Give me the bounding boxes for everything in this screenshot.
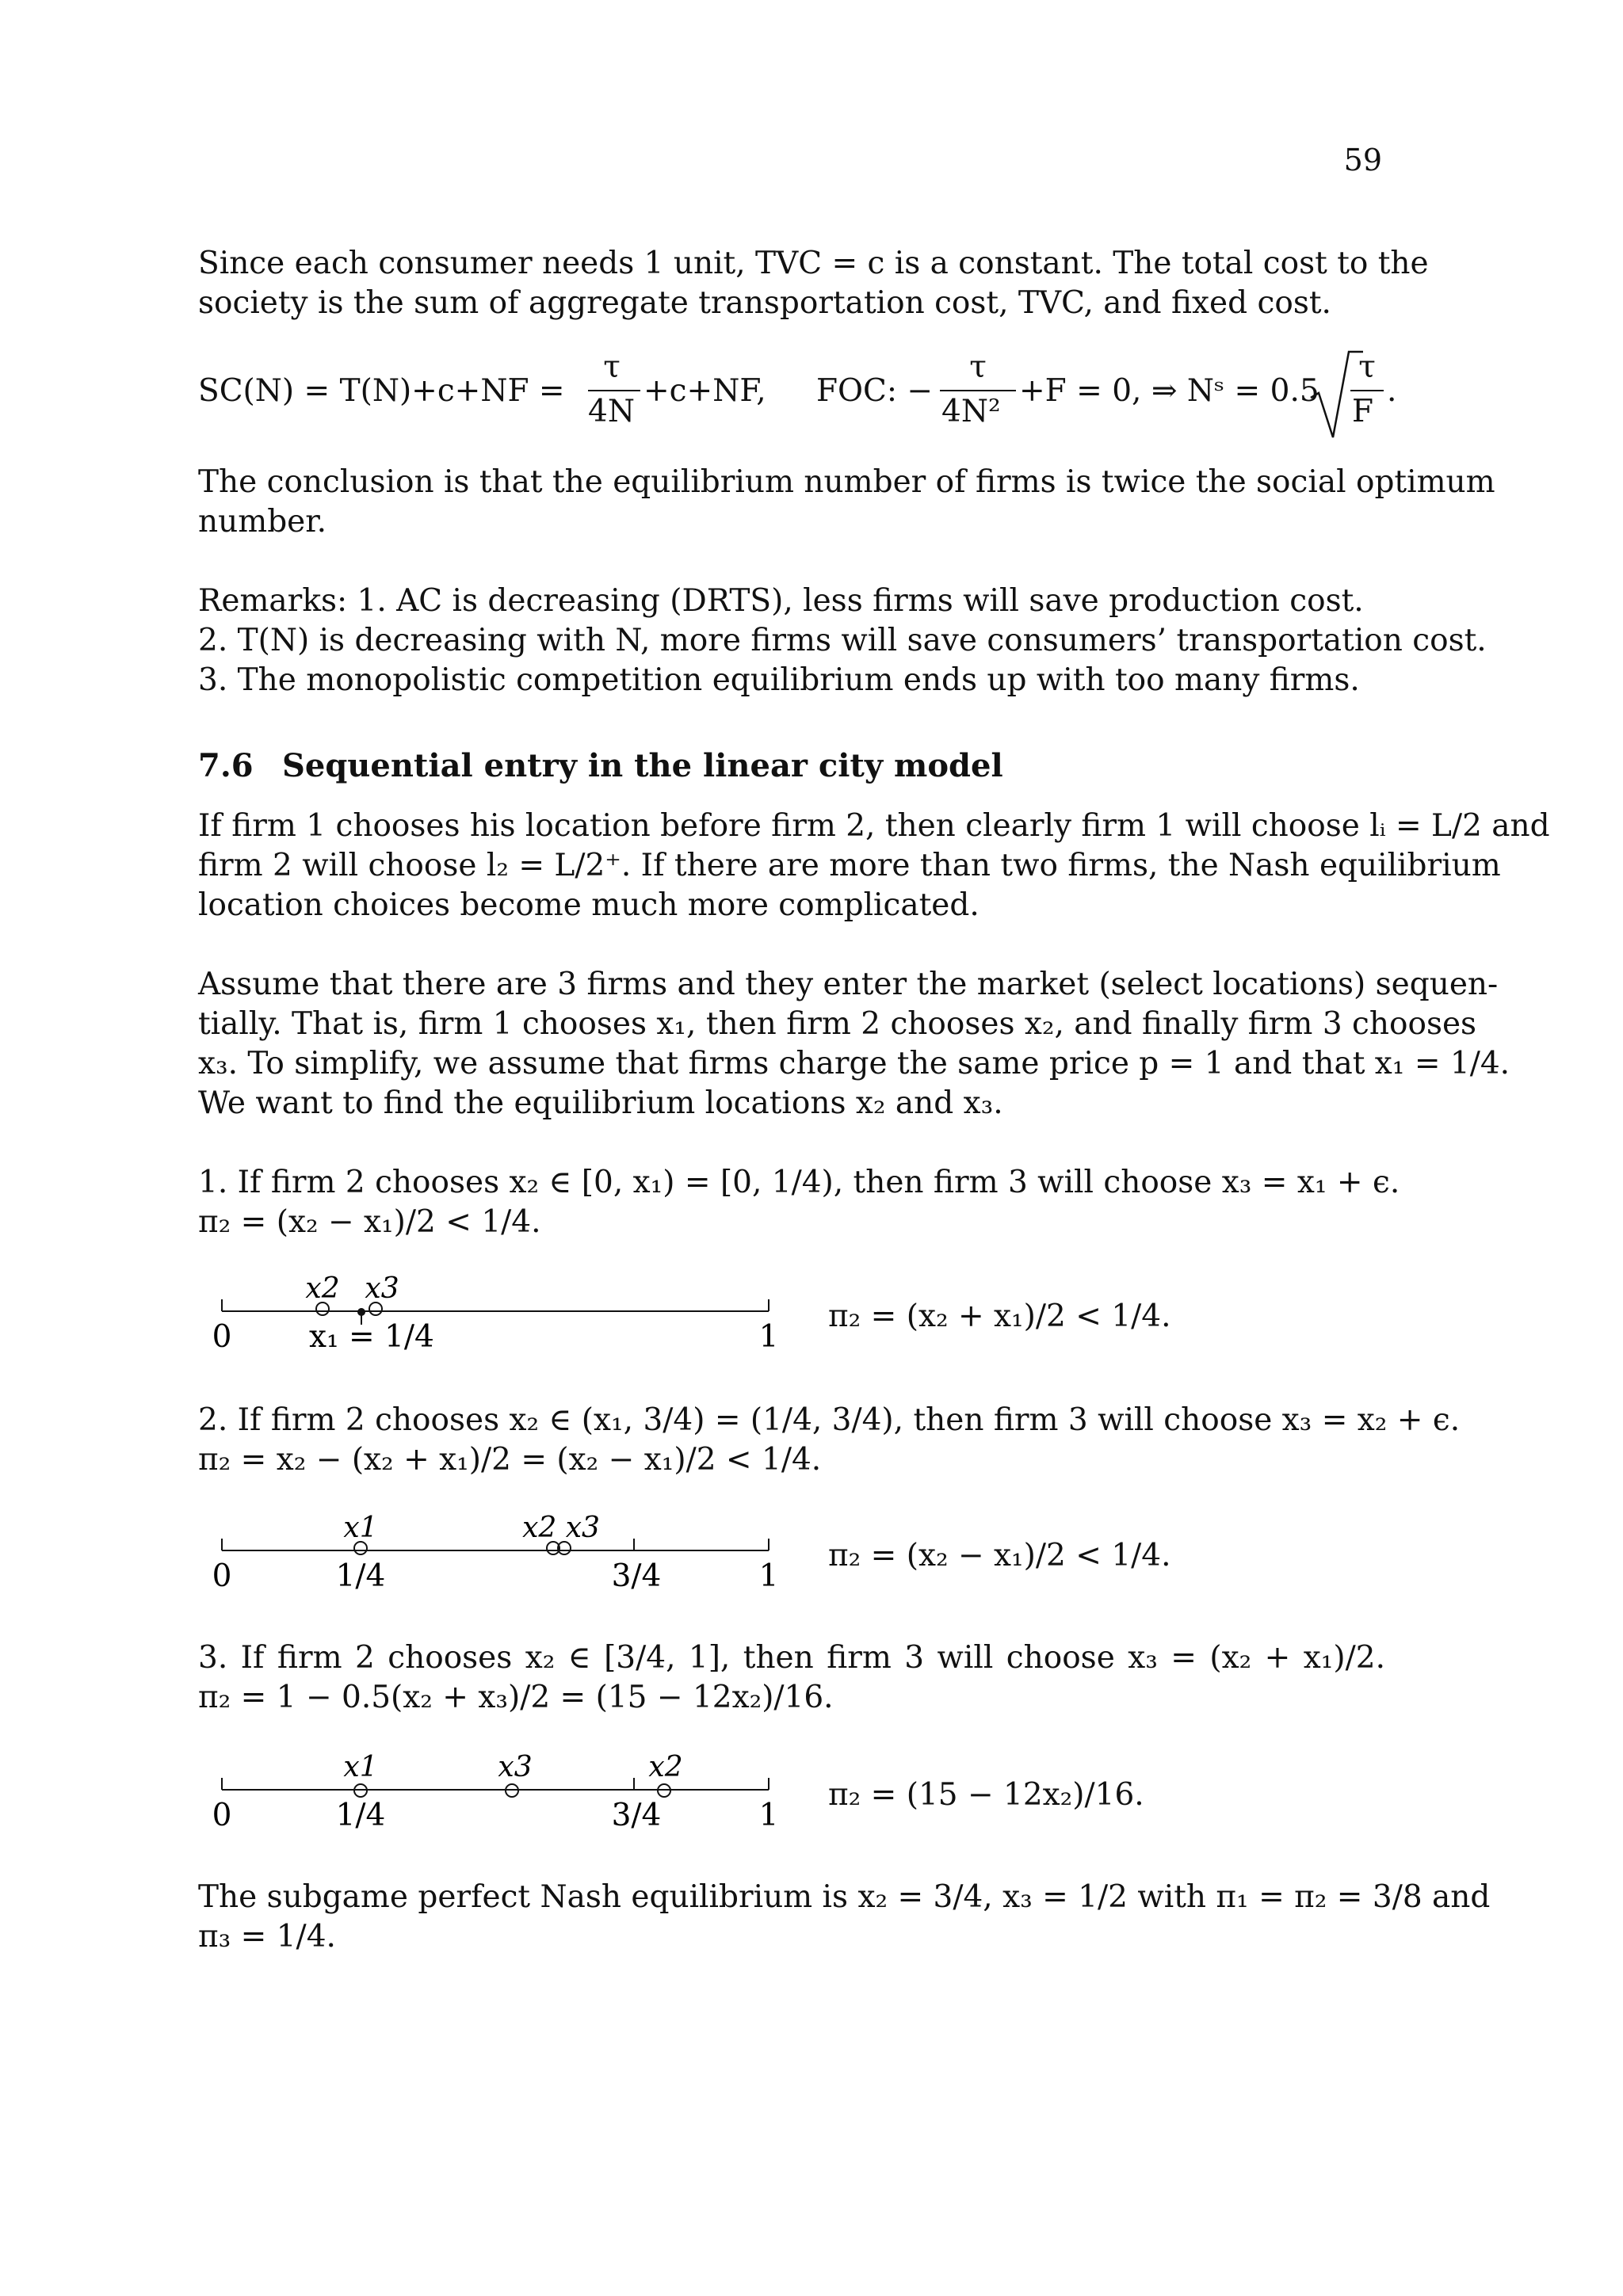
end-label-0: 0 bbox=[212, 1558, 232, 1594]
fraction-bar bbox=[588, 390, 640, 391]
end-label-1: 1 bbox=[758, 1319, 779, 1355]
payoff-label: π₂ = (x₂ − x₁)/2 < 1/4. bbox=[828, 1538, 1171, 1573]
text-line: π₂ = (x₂ − x₁)/2 < 1/4. bbox=[198, 1204, 541, 1240]
tick-label-quarter: 1/4 bbox=[335, 1798, 386, 1833]
fraction-denominator: 4N² bbox=[941, 394, 1001, 429]
text-line: If firm 1 chooses his location before firm 2, then clearly firm 1 will choose lᵢ = L/2 and bbox=[198, 808, 1550, 844]
case-3-diagram bbox=[198, 1746, 1387, 1857]
page-number: 59 bbox=[1343, 143, 1382, 177]
equation-lhs: SC(N) = T(N)+c+NF = bbox=[198, 373, 565, 409]
text-line: The subgame perfect Nash equilibrium is x₂ = 3/4, x₃ = 1/2 with π₁ = π₂ = 3/8 and bbox=[198, 1879, 1491, 1915]
text-line: 2. If firm 2 chooses x₂ ∈ (x₁, 3/4) = (1/4, 3/4), then firm 3 will choose x₃ = x₂ + ϵ. bbox=[198, 1402, 1461, 1438]
label-x2: x2 bbox=[648, 1751, 683, 1783]
text-line: x₃. To simplify, we assume that firms charge the same price p = 1 and that x₁ = 1/4. bbox=[198, 1046, 1510, 1081]
label-x1: x1 bbox=[343, 1512, 378, 1544]
end-label-0: 0 bbox=[212, 1798, 232, 1833]
text-line: tially. That is, firm 1 chooses x₁, then firm 2 chooses x₂, and finally firm 3 chooses bbox=[198, 1006, 1477, 1042]
label-x2: x2 bbox=[305, 1272, 340, 1305]
payoff-label: π₂ = (x₂ + x₁)/2 < 1/4. bbox=[828, 1299, 1171, 1334]
paragraph-tvc bbox=[198, 244, 1429, 323]
label-x3: x3 bbox=[498, 1751, 533, 1783]
label-x2-x3: x2 x3 bbox=[522, 1512, 600, 1544]
section-heading bbox=[198, 746, 1003, 786]
payoff-label: π₂ = (15 − 12x₂)/16. bbox=[828, 1777, 1144, 1813]
equation-end: . bbox=[1387, 373, 1397, 409]
case-2-text bbox=[198, 1401, 1461, 1480]
case-1-text bbox=[198, 1163, 1400, 1242]
text-line: Since each consumer needs 1 unit, TVC = c is a constant. The total cost to the bbox=[198, 246, 1429, 281]
text-line: firm 2 will choose l₂ = L/2⁺. If there are more than two firms, the Nash equilibrium bbox=[198, 848, 1501, 883]
paragraph-equilibrium bbox=[198, 1878, 1491, 1957]
fraction-denominator: 4N bbox=[588, 394, 635, 429]
fraction-bar bbox=[940, 390, 1016, 391]
equation-middle: +c+NF, bbox=[643, 373, 766, 409]
section-title: Sequential entry in the linear city model bbox=[282, 747, 1003, 784]
foc-rest: +F = 0, ⇒ Nˢ = 0.5 bbox=[1019, 373, 1319, 409]
text-line: 3. If firm 2 chooses x₂ ∈ [3/4, 1], then firm 3 will choose x₃ = (x₂ + x₁)/2. bbox=[198, 1640, 1385, 1676]
sqrt-denominator: F bbox=[1352, 394, 1374, 429]
case-2-diagram bbox=[198, 1507, 1387, 1618]
label-x1-quarter: x₁ = 1/4 bbox=[309, 1319, 434, 1355]
remark-line: 3. The monopolistic competition equilibrium ends up with too many firms. bbox=[198, 662, 1360, 698]
text-line: The conclusion is that the equilibrium number of firms is twice the social optimum bbox=[198, 464, 1495, 500]
end-label-1: 1 bbox=[758, 1558, 779, 1594]
remark-line: 2. T(N) is decreasing with N, more firms will save consumers’ transportation cost. bbox=[198, 623, 1487, 658]
text-line: π₃ = 1/4. bbox=[198, 1919, 336, 1955]
tick-label-three-quarter: 3/4 bbox=[611, 1798, 662, 1833]
fraction-bar bbox=[1350, 390, 1384, 391]
fraction-numerator: τ bbox=[969, 349, 987, 385]
label-x3: x3 bbox=[365, 1272, 399, 1305]
paragraph-assume bbox=[198, 965, 1510, 1123]
text-line: society is the sum of aggregate transportation cost, TVC, and fixed cost. bbox=[198, 285, 1331, 321]
label-x1: x1 bbox=[343, 1751, 378, 1783]
paragraph-sequential bbox=[198, 807, 1550, 925]
foc-label: FOC: − bbox=[816, 373, 934, 409]
text-line: We want to find the equilibrium locations x₂ and x₃. bbox=[198, 1085, 1003, 1121]
social-cost-equation bbox=[198, 349, 1395, 444]
end-label-0: 0 bbox=[212, 1319, 232, 1355]
text-line: location choices become much more complicated. bbox=[198, 887, 980, 923]
text-line: number. bbox=[198, 504, 327, 540]
case-3-text bbox=[198, 1638, 1385, 1718]
text-line: π₂ = x₂ − (x₂ + x₁)/2 = (x₂ − x₁)/2 < 1/4. bbox=[198, 1442, 822, 1478]
tick-label-quarter: 1/4 bbox=[335, 1558, 386, 1594]
section-number: 7.6 bbox=[198, 747, 254, 784]
fraction-numerator: τ bbox=[603, 349, 621, 385]
sqrt-numerator: τ bbox=[1358, 349, 1376, 385]
paragraph-conclusion bbox=[198, 463, 1495, 542]
end-label-1: 1 bbox=[758, 1798, 779, 1833]
text-line: Assume that there are 3 firms and they enter the market (select locations) sequen- bbox=[198, 967, 1499, 1002]
tick-label-three-quarter: 3/4 bbox=[611, 1558, 662, 1594]
text-line: 1. If firm 2 chooses x₂ ∈ [0, x₁) = [0, 1/4), then firm 3 will choose x₃ = x₁ + ϵ. bbox=[198, 1165, 1400, 1200]
case-1-diagram bbox=[198, 1268, 1387, 1379]
remark-line: Remarks: 1. AC is decreasing (DRTS), less firms will save production cost. bbox=[198, 583, 1364, 619]
remarks bbox=[198, 582, 1487, 700]
text-line: π₂ = 1 − 0.5(x₂ + x₃)/2 = (15 − 12x₂)/16. bbox=[198, 1680, 834, 1715]
